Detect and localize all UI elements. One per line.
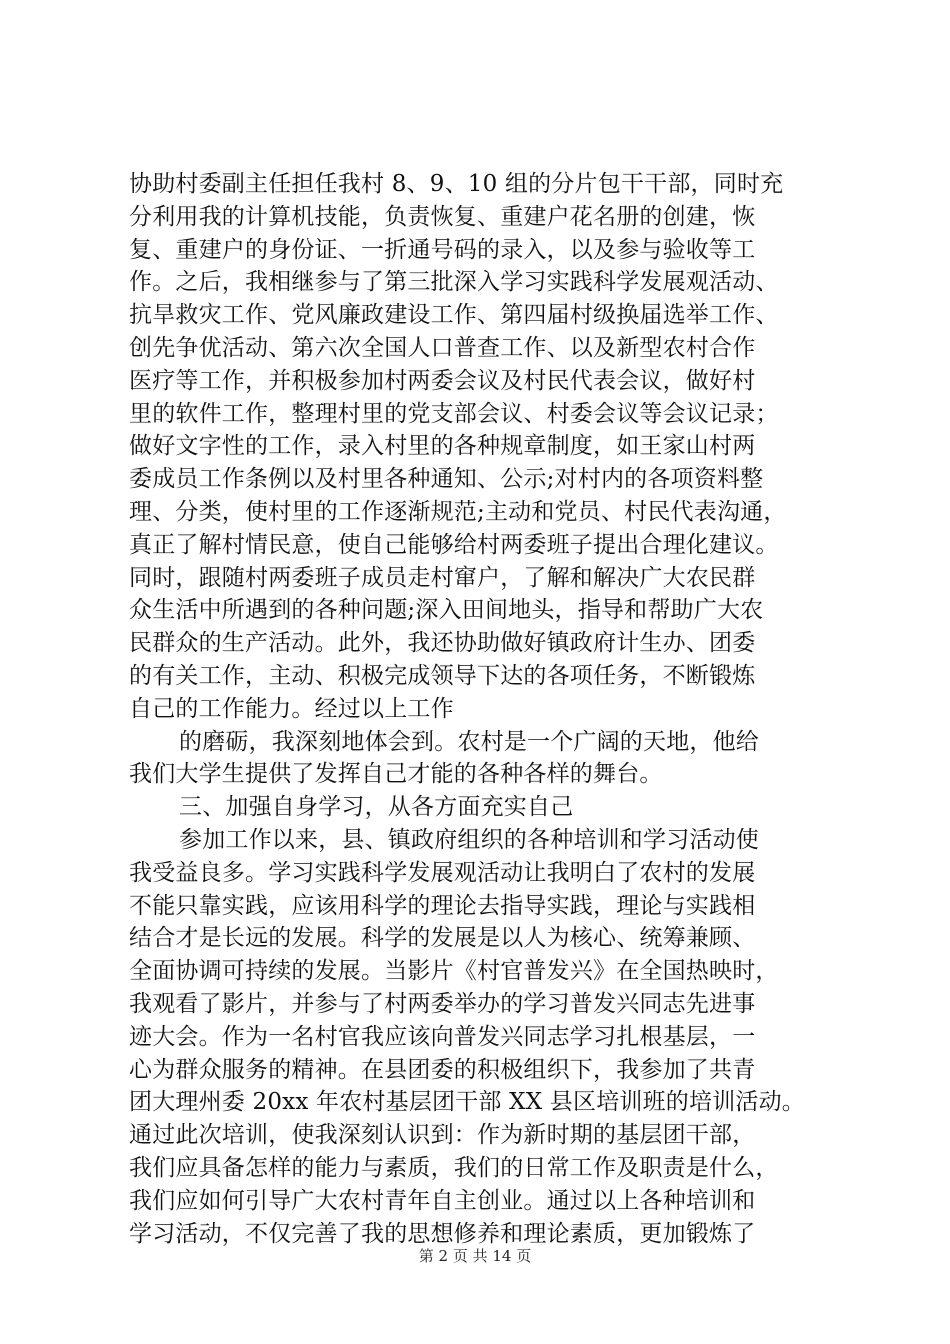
text-line: 我受益良多。学习实践科学发展观活动让我明白了农村的发展: [129, 859, 756, 886]
text-line: 全面协调可持续的发展。当影片《村官普发兴》在全国热映时，: [129, 958, 779, 985]
text-line: 作。之后，我相继参与了第三批深入学习实践科学发展观活动、: [129, 269, 779, 296]
text-line: 里的软件工作，整理村里的党支部会议、村委会议等会议记录；: [129, 400, 779, 427]
text-line: 同时，跟随村两委班子成员走村窜户，了解和解决广大农民群: [129, 564, 756, 591]
text-line: 结合才是长远的发展。科学的发展是以人为核心、统筹兼顾、: [129, 925, 756, 952]
document-body: [129, 168, 849, 1250]
text-line: 民群众的生产活动。此外，我还协助做好镇政府计生办、团委: [129, 630, 756, 657]
text-line: 我们应具备怎样的能力与素质，我们的日常工作及职责是什么，: [129, 1154, 779, 1181]
text-line: 的有关工作，主动、积极完成领导下达的各项任务，不断锻炼: [129, 662, 756, 689]
text-line: 心为群众服务的精神。在县团委的积极组织下，我参加了共青: [129, 1056, 756, 1083]
text-line: 团大理州委 20xx 年农村基层团干部 XX 县区培训班的培训活动。: [129, 1089, 806, 1116]
text-line: 不能只靠实践，应该用科学的理论去指导实践，理论与实践相: [129, 892, 756, 919]
text-line: 协助村委副主任担任我村 8、9、10 组的分片包干干部，同时充: [129, 171, 784, 197]
text-line: 真正了解村情民意，使自己能够给村两委班子提出合理化建议。: [129, 531, 779, 558]
text-line: 通过此次培训，使我深刻认识到：作为新时期的基层团干部，: [129, 1122, 756, 1149]
text-line: 委成员工作条例以及村里各种通知、公示;对村内的各项资料整: [129, 466, 764, 493]
text-line: 复、重建户的身份证、一折通号码的录入，以及参与验收等工: [129, 236, 756, 263]
text-line: 的磨砺，我深刻地体会到。农村是一个广阔的天地，他给: [179, 728, 759, 755]
section-heading: 三、加强自身学习，从各方面充实自己: [179, 794, 574, 821]
text-line: 医疗等工作，并积极参加村两委会议及村民代表会议，做好村: [129, 367, 756, 394]
text-line: 我观看了影片，并参与了村两委举办的学习普发兴同志先进事: [129, 990, 756, 1017]
text-line: 抗旱救灾工作、党风廉政建设工作、第四届村级换届选举工作、: [129, 302, 779, 329]
text-line: 迹大会。作为一名村官我应该向普发兴同志学习扎根基层，一: [129, 1023, 756, 1050]
text-line: 参加工作以来，县、镇政府组织的各种培训和学习活动使: [179, 826, 759, 853]
text-line: 自己的工作能力。经过以上工作: [129, 695, 454, 722]
text-line: 众生活中所遇到的各种问题;深入田间地头，指导和帮助广大农: [129, 597, 764, 624]
text-line: 我们应如何引导广大农村青年自主创业。通过以上各种培训和: [129, 1187, 756, 1214]
text-line: 我们大学生提供了发挥自己才能的各种各样的舞台。: [129, 761, 663, 788]
text-line: 分利用我的计算机技能，负责恢复、重建户花名册的创建，恢: [129, 203, 756, 230]
text-line: 做好文字性的工作，录入村里的各种规章制度，如王家山村两: [129, 433, 756, 460]
text-line: 创先争优活动、第六次全国人口普查工作、以及新型农村合作: [129, 334, 756, 361]
page-number-footer: 第 2 页 共 14 页: [418, 1247, 532, 1265]
text-line: 学习活动，不仅完善了我的思想修养和理论素质，更加锻炼了: [129, 1220, 756, 1247]
text-line: 理、分类，使村里的工作逐渐规范;主动和党员、村民代表沟通，: [129, 498, 787, 525]
